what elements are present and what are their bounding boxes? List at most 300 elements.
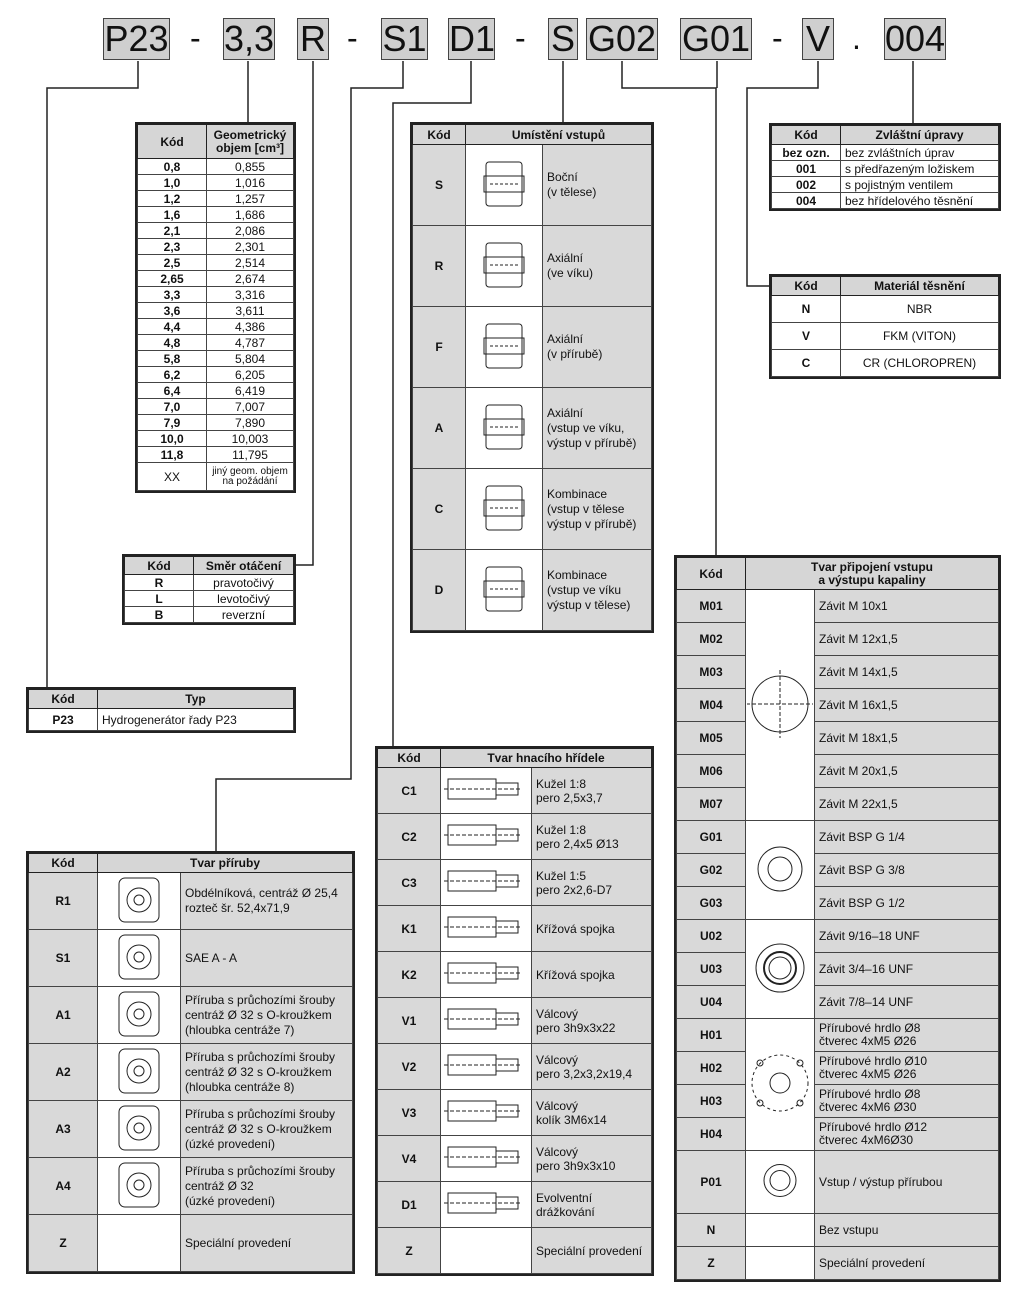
volume-code: 11,8: [138, 447, 207, 463]
table-row: [138, 271, 294, 287]
table-row: [677, 1214, 999, 1247]
volume-value: 1,686: [207, 207, 294, 223]
code-dash: -: [515, 20, 526, 56]
table-row: [677, 1151, 999, 1214]
table-row: [677, 1019, 999, 1052]
inlet-desc: Kombinace (vstup v tělese výstup v přírubě): [543, 469, 652, 550]
shaft-desc: Křížová spojka: [532, 906, 652, 952]
connection-desc: Speciální provedení: [815, 1247, 999, 1280]
special-desc: s pojistným ventilem: [841, 177, 999, 193]
table-row: [677, 788, 999, 821]
flange-icon: [104, 1159, 174, 1211]
flange-diagram: [98, 1101, 181, 1158]
volume-value: 6,205: [207, 367, 294, 383]
shaft-desc: Kužel 1:8 pero 2,4x5 Ø13: [532, 814, 652, 860]
shaft-desc: Válcový kolík 3M6x14: [532, 1090, 652, 1136]
table-row: [772, 161, 999, 177]
connection-code: M01: [677, 590, 746, 623]
seal-code: V: [772, 323, 841, 350]
shaft-code: V4: [378, 1136, 441, 1182]
table-row: [677, 689, 999, 722]
shaft-diagram: [441, 1182, 532, 1228]
shaft-code: C3: [378, 860, 441, 906]
table-row: [772, 193, 999, 209]
seal-table: [771, 276, 999, 377]
shaft-code: V1: [378, 998, 441, 1044]
pump-icon: [469, 473, 539, 543]
connection-code: H03: [677, 1085, 746, 1118]
shaft-icon: [443, 999, 529, 1039]
volume-code: 2,5: [138, 255, 207, 271]
volume-code: 0,8: [138, 159, 207, 175]
table-row: [677, 821, 999, 854]
shaft-diagram: [441, 814, 532, 860]
code-dash: -: [347, 20, 358, 56]
volume-value: 7,007: [207, 399, 294, 415]
shaft-code: D1: [378, 1182, 441, 1228]
volume-code: 2,1: [138, 223, 207, 239]
code-flange: S1: [382, 18, 427, 59]
header-special: Zvláštní úpravy: [841, 126, 999, 145]
special-desc: s předřazeným ložiskem: [841, 161, 999, 177]
shaft-code: K2: [378, 952, 441, 998]
table-row: [29, 1044, 353, 1101]
code-rotation: R: [297, 18, 329, 60]
flange-icon: [104, 1102, 174, 1154]
connection-desc: Závit BSP G 3/8: [815, 854, 999, 887]
flange-code: Z: [29, 1215, 98, 1272]
connection-desc: Závit M 10x1: [815, 590, 999, 623]
table-row: [138, 287, 294, 303]
table-row: [29, 930, 353, 987]
connection-desc: Závit BSP G 1/4: [815, 821, 999, 854]
connection-desc: Závit M 20x1,5: [815, 755, 999, 788]
shaft-desc: Kužel 1:8 pero 2,5x3,7: [532, 768, 652, 814]
connection-diagram: [746, 1214, 815, 1247]
connection-diagram: [746, 920, 815, 1019]
seal-desc: NBR: [841, 296, 999, 323]
table-row: [138, 383, 294, 399]
connection-code: H04: [677, 1118, 746, 1151]
connection-code: M05: [677, 722, 746, 755]
special-table: [771, 125, 999, 209]
pump-icon: [469, 554, 539, 624]
connection-code: Z: [677, 1247, 746, 1280]
rotation-desc: pravotočivý: [194, 575, 294, 591]
volume-value: 7,890: [207, 415, 294, 431]
inlet-diagram: [466, 145, 543, 226]
inlet-code: R: [413, 226, 466, 307]
table-row: [677, 590, 999, 623]
table-row: [138, 239, 294, 255]
connection-code: M02: [677, 623, 746, 656]
inlet-desc: Axiální (ve víku): [543, 226, 652, 307]
table-row: [677, 920, 999, 953]
table-row: [772, 350, 999, 377]
pump-icon: [469, 392, 539, 462]
code-inlet: S: [548, 18, 578, 60]
table-row: [29, 987, 353, 1044]
table-row: [29, 1215, 353, 1272]
header-code: Kód: [413, 125, 466, 145]
connection-code: U02: [677, 920, 746, 953]
volume-value: 1,257: [207, 191, 294, 207]
table-row: [378, 1228, 652, 1274]
volume-value: 2,514: [207, 255, 294, 271]
header-type: Typ: [98, 690, 294, 709]
shaft-desc: Válcový pero 3,2x3,2x19,4: [532, 1044, 652, 1090]
table-row: [378, 952, 652, 998]
pump-icon: [469, 311, 539, 381]
shaft-diagram: [441, 768, 532, 814]
volume-value: 2,674: [207, 271, 294, 287]
table-row: [138, 463, 294, 491]
connection-diagram: [746, 1151, 815, 1214]
shaft-icon: [443, 769, 529, 809]
table-row: [677, 1052, 999, 1085]
table-row: [378, 1136, 652, 1182]
connection-desc: Závit M 12x1,5: [815, 623, 999, 656]
volume-code: 7,9: [138, 415, 207, 431]
connection-desc: Závit M 14x1,5: [815, 656, 999, 689]
code-conn-out: G01: [681, 18, 751, 59]
rotation-code: L: [125, 591, 194, 607]
volume-value: 3,611: [207, 303, 294, 319]
volume-value: 5,804: [207, 351, 294, 367]
inlet-code: F: [413, 307, 466, 388]
flange-diagram: [98, 1215, 181, 1272]
flange-icon: [104, 931, 174, 983]
table-row: [677, 1118, 999, 1151]
table-row: [138, 207, 294, 223]
shaft-desc: Válcový pero 3h9x3x10: [532, 1136, 652, 1182]
table-row: [138, 367, 294, 383]
shaft-code: C2: [378, 814, 441, 860]
port-thread-icon: [747, 659, 813, 749]
flange-code: S1: [29, 930, 98, 987]
flange-desc: SAE A - A: [181, 930, 353, 987]
table-row: [413, 388, 652, 469]
shaft-icon: [443, 907, 529, 947]
shaft-diagram: [441, 1090, 532, 1136]
shaft-diagram: [441, 860, 532, 906]
table-row: [677, 623, 999, 656]
table-row: [138, 431, 294, 447]
connection-code: G02: [677, 854, 746, 887]
volume-code: 1,6: [138, 207, 207, 223]
table-row: [29, 1101, 353, 1158]
inlet-table: [412, 124, 652, 631]
inlet-diagram: [466, 307, 543, 388]
connection-diagram: [746, 590, 815, 821]
volume-value: 1,016: [207, 175, 294, 191]
shaft-diagram: [441, 952, 532, 998]
seal-code: N: [772, 296, 841, 323]
connection-code: M06: [677, 755, 746, 788]
table-row: [378, 1090, 652, 1136]
header-seal: Materiál těsnění: [841, 277, 999, 296]
port-p01-icon: [747, 1164, 813, 1197]
connection-desc: Závit 9/16–18 UNF: [815, 920, 999, 953]
shaft-desc: Evolventní drážkování: [532, 1182, 652, 1228]
shaft-code: V3: [378, 1090, 441, 1136]
flange-code: A2: [29, 1044, 98, 1101]
shaft-diagram: [441, 1228, 532, 1274]
connection-desc: Závit M 16x1,5: [815, 689, 999, 722]
header-inlet: Umístění vstupů: [466, 125, 652, 145]
volume-code: 1,0: [138, 175, 207, 191]
shaft-icon: [443, 815, 529, 855]
table-row: [29, 709, 294, 731]
shaft-icon: [443, 861, 529, 901]
volume-value: 3,316: [207, 287, 294, 303]
volume-value: 2,301: [207, 239, 294, 255]
header-code: Kód: [29, 690, 98, 709]
table-row: [772, 323, 999, 350]
connection-code: N: [677, 1214, 746, 1247]
shaft-desc: Křížová spojka: [532, 952, 652, 998]
seal-desc: FKM (VITON): [841, 323, 999, 350]
flange-code: A4: [29, 1158, 98, 1215]
shaft-icon: [443, 1183, 529, 1223]
table-row: [138, 159, 294, 175]
table-row: [677, 854, 999, 887]
flange-icon: [104, 988, 174, 1040]
header-code: Kód: [138, 125, 207, 159]
connection-diagram: [746, 1247, 815, 1280]
volume-code: XX: [138, 463, 207, 491]
special-code: bez ozn.: [772, 145, 841, 161]
flange-desc: Speciální provedení: [181, 1215, 353, 1272]
shaft-desc: Kužel 1:5 pero 2x2,6-D7: [532, 860, 652, 906]
inlet-desc: Axiální (vstup ve víku, výstup v přírubě): [543, 388, 652, 469]
volume-code: 1,2: [138, 191, 207, 207]
volume-value: 0,855: [207, 159, 294, 175]
header-code: Kód: [772, 126, 841, 145]
special-code: 002: [772, 177, 841, 193]
table-row: [138, 255, 294, 271]
table-row: [413, 469, 652, 550]
connection-code: P01: [677, 1151, 746, 1214]
inlet-diagram: [466, 550, 543, 631]
rotation-desc: levotočivý: [194, 591, 294, 607]
volume-code: 2,65: [138, 271, 207, 287]
connection-code: H02: [677, 1052, 746, 1085]
volume-code: 4,8: [138, 335, 207, 351]
table-row: [677, 887, 999, 920]
connection-diagram: [746, 1019, 815, 1151]
table-row: [413, 226, 652, 307]
flange-diagram: [98, 930, 181, 987]
volume-value: 4,787: [207, 335, 294, 351]
shaft-diagram: [441, 906, 532, 952]
inlet-diagram: [466, 226, 543, 307]
table-row: [378, 860, 652, 906]
table-row: [138, 447, 294, 463]
table-row: [677, 1085, 999, 1118]
header-flange: Tvar příruby: [98, 854, 353, 873]
table-row: [413, 307, 652, 388]
flange-desc: Příruba s průchozími šrouby centráž Ø 32 s O-kroužkem (úzké provedení): [181, 1101, 353, 1158]
connection-code: G01: [677, 821, 746, 854]
table-row: [378, 998, 652, 1044]
shaft-table: [377, 748, 652, 1274]
volume-value: 10,003: [207, 431, 294, 447]
volume-code: 6,2: [138, 367, 207, 383]
connection-table: [676, 557, 999, 1280]
pump-icon: [469, 149, 539, 219]
connection-code: U04: [677, 986, 746, 1019]
rotation-table: [124, 556, 294, 623]
table-row: [138, 351, 294, 367]
volume-code: 5,8: [138, 351, 207, 367]
seal-code: C: [772, 350, 841, 377]
flange-diagram: [98, 873, 181, 930]
table-row: [125, 591, 294, 607]
flange-diagram: [98, 1158, 181, 1215]
code-conn-in: G02: [587, 18, 657, 59]
rotation-code: R: [125, 575, 194, 591]
header-code: Kód: [125, 557, 194, 575]
table-row: [677, 1247, 999, 1280]
shaft-code: V2: [378, 1044, 441, 1090]
table-row: [677, 722, 999, 755]
table-row: [378, 906, 652, 952]
shaft-icon: [443, 953, 529, 993]
table-row: [378, 814, 652, 860]
shaft-desc: Speciální provedení: [532, 1228, 652, 1274]
shaft-code: C1: [378, 768, 441, 814]
connection-desc: Bez vstupu: [815, 1214, 999, 1247]
volume-value: 11,795: [207, 447, 294, 463]
pump-icon: [469, 230, 539, 300]
shaft-icon: [443, 1137, 529, 1177]
flange-desc: Příruba s průchozími šrouby centráž Ø 32 s O-kroužkem (hloubka centráže 7): [181, 987, 353, 1044]
table-row: [138, 399, 294, 415]
shaft-icon: [443, 1091, 529, 1131]
inlet-code: A: [413, 388, 466, 469]
inlet-desc: Boční (v tělese): [543, 145, 652, 226]
code-special: 004: [885, 18, 946, 59]
connection-desc: Přírubové hrdlo Ø12 čtverec 4xM6Ø30: [815, 1118, 999, 1151]
inlet-code: D: [413, 550, 466, 631]
flange-icon: [104, 1045, 174, 1097]
flange-diagram: [98, 987, 181, 1044]
port-bsp-icon: [747, 824, 813, 914]
table-row: [772, 296, 999, 323]
header-code: Kód: [677, 558, 746, 590]
flange-code: A1: [29, 987, 98, 1044]
flange-icon: [104, 874, 174, 926]
table-row: [413, 145, 652, 226]
connection-code: H01: [677, 1019, 746, 1052]
connection-code: M03: [677, 656, 746, 689]
volume-value: 4,386: [207, 319, 294, 335]
inlet-desc: Axiální (v přírubě): [543, 307, 652, 388]
geom-volume-table: [137, 124, 294, 491]
connection-desc: Závit 7/8–14 UNF: [815, 986, 999, 1019]
table-row: [29, 1158, 353, 1215]
volume-value: 2,086: [207, 223, 294, 239]
type-code: P23: [29, 709, 98, 731]
header-geom-volume: Geometrický objem [cm³]: [207, 125, 294, 159]
volume-code: 3,3: [138, 287, 207, 303]
flange-desc: Příruba s průchozími šrouby centráž Ø 32 s O-kroužkem (hloubka centráže 8): [181, 1044, 353, 1101]
code-dash: -: [772, 20, 783, 56]
header-code: Kód: [29, 854, 98, 873]
flange-code: A3: [29, 1101, 98, 1158]
inlet-diagram: [466, 388, 543, 469]
code-volume: 3,3: [224, 18, 275, 59]
special-code: 001: [772, 161, 841, 177]
shaft-icon: [443, 1045, 529, 1085]
table-row: [138, 223, 294, 239]
connection-desc: Přírubové hrdlo Ø8 čtverec 4xM6 Ø30: [815, 1085, 999, 1118]
header-connection: Tvar připojení vstupu a výstupu kapaliny: [746, 558, 999, 590]
code-seal: V: [802, 18, 834, 60]
table-row: [378, 768, 652, 814]
connection-desc: Závit M 18x1,5: [815, 722, 999, 755]
flange-diagram: [98, 1044, 181, 1101]
flange-desc: Obdélníková, centráž Ø 25,4 rozteč šr. 52,4x71,9: [181, 873, 353, 930]
type-desc: Hydrogenerátor řady P23: [98, 709, 294, 731]
table-row: [772, 145, 999, 161]
volume-value: 6,419: [207, 383, 294, 399]
connection-diagram: [746, 821, 815, 920]
volume-code: 3,6: [138, 303, 207, 319]
volume-code: 10,0: [138, 431, 207, 447]
table-row: [138, 415, 294, 431]
table-row: [378, 1044, 652, 1090]
table-row: [413, 550, 652, 631]
table-row: [138, 191, 294, 207]
table-row: [772, 177, 999, 193]
port-flange-icon: [747, 1038, 813, 1128]
special-desc: bez zvláštních úprav: [841, 145, 999, 161]
code-series: P23: [104, 18, 169, 59]
connection-desc: Závit 3/4–16 UNF: [815, 953, 999, 986]
header-rotation: Směr otáčení: [194, 557, 294, 575]
inlet-desc: Kombinace (vstup ve víku výstup v tělese): [543, 550, 652, 631]
connection-desc: Závit M 22x1,5: [815, 788, 999, 821]
flange-table: [28, 853, 353, 1272]
special-code: 004: [772, 193, 841, 209]
inlet-code: S: [413, 145, 466, 226]
seal-desc: CR (CHLOROPREN): [841, 350, 999, 377]
connection-code: U03: [677, 953, 746, 986]
table-row: [29, 873, 353, 930]
inlet-code: C: [413, 469, 466, 550]
flange-desc: Příruba s průchozími šrouby centráž Ø 32 (úzké provedení): [181, 1158, 353, 1215]
table-row: [125, 575, 294, 591]
volume-value: jiný geom. objem na požádání: [207, 463, 294, 491]
table-row: [138, 175, 294, 191]
type-table: [28, 689, 294, 731]
header-shaft: Tvar hnacího hřídele: [441, 749, 652, 768]
table-row: [138, 303, 294, 319]
shaft-code: K1: [378, 906, 441, 952]
volume-code: 4,4: [138, 319, 207, 335]
port-unf-icon: [747, 923, 813, 1013]
table-row: [677, 656, 999, 689]
inlet-diagram: [466, 469, 543, 550]
table-row: [378, 1182, 652, 1228]
shaft-desc: Válcový pero 3h9x3x22: [532, 998, 652, 1044]
table-row: [125, 607, 294, 623]
special-desc: bez hřídelového těsnění: [841, 193, 999, 209]
connection-code: G03: [677, 887, 746, 920]
shaft-diagram: [441, 1136, 532, 1182]
